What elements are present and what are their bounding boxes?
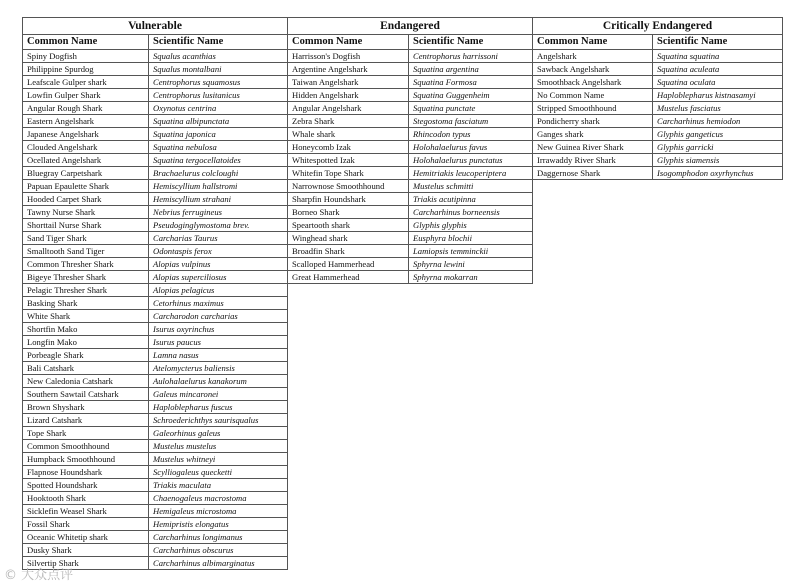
scientific-name-cell: Glyphis glyphis [409, 219, 533, 232]
endangered-table [287, 17, 533, 284]
scientific-name-cell: Squatina tergocellatoides [149, 154, 288, 167]
common-name-cell: Whale shark [288, 128, 409, 141]
common-name-cell: Porbeagle Shark [23, 349, 149, 362]
common-name-cell: Sicklefin Weasel Shark [23, 505, 149, 518]
common-name-cell: Common Thresher Shark [23, 258, 149, 271]
table-row [23, 245, 288, 258]
common-name-cell: Borneo Shark [288, 206, 409, 219]
scientific-name-cell: Holohalaelurus punctatus [409, 154, 533, 167]
common-name-cell: Hidden Angelshark [288, 89, 409, 102]
common-name-cell: Lizard Catshark [23, 414, 149, 427]
common-name-cell: Oceanic Whitetip shark [23, 531, 149, 544]
scientific-name-header: Scientific Name [149, 35, 288, 50]
scientific-name-cell: Haploblepharus kistnasamyi [653, 89, 783, 102]
common-name-cell: Shortfin Mako [23, 323, 149, 336]
table-row [533, 154, 783, 167]
table-row [23, 349, 288, 362]
scientific-name-cell: Triakis acutipinna [409, 193, 533, 206]
table-row [23, 50, 288, 63]
scientific-name-cell: Squalus acanthias [149, 50, 288, 63]
common-name-cell: Bigeye Thresher Shark [23, 271, 149, 284]
table-row [23, 479, 288, 492]
scientific-name-cell: Squatina Formosa [409, 76, 533, 89]
common-name-cell: Bali Catshark [23, 362, 149, 375]
scientific-name-cell: Alopias superciliosus [149, 271, 288, 284]
common-name-cell: Southern Sawtail Catshark [23, 388, 149, 401]
scientific-name-cell: Carcharodon carcharias [149, 310, 288, 323]
table-row [288, 128, 533, 141]
common-name-cell: Harrisson's Dogfish [288, 50, 409, 63]
table-row [23, 310, 288, 323]
table-row [288, 154, 533, 167]
scientific-name-cell: Chaenogaleus macrostoma [149, 492, 288, 505]
table-row [288, 180, 533, 193]
common-name-cell: Leafscale Gulper shark [23, 76, 149, 89]
common-name-cell: Whitefin Tope Shark [288, 167, 409, 180]
table-row [23, 544, 288, 557]
table-row [23, 258, 288, 271]
table-row [288, 206, 533, 219]
common-name-cell: Spiny Dogfish [23, 50, 149, 63]
table-row [23, 427, 288, 440]
common-name-cell: Great Hammerhead [288, 271, 409, 284]
table-row [288, 89, 533, 102]
scientific-name-cell: Rhincodon typus [409, 128, 533, 141]
scientific-name-cell: Squatina punctate [409, 102, 533, 115]
common-name-header: Common Name [288, 35, 409, 50]
table-row [23, 180, 288, 193]
scientific-name-cell: Galeorhinus galeus [149, 427, 288, 440]
common-name-cell: Basking Shark [23, 297, 149, 310]
table-row [23, 518, 288, 531]
scientific-name-cell: Hemiscyllium hallstromi [149, 180, 288, 193]
table-row [533, 50, 783, 63]
common-name-cell: Irrawaddy River Shark [533, 154, 653, 167]
table-row [288, 232, 533, 245]
table-row [288, 115, 533, 128]
common-name-cell: Angular Rough Shark [23, 102, 149, 115]
table-row [23, 440, 288, 453]
table-row [533, 102, 783, 115]
scientific-name-cell: Glyphis gangeticus [653, 128, 783, 141]
scientific-name-cell: Mustelus mustelus [149, 440, 288, 453]
scientific-name-cell: Isurus oxyrinchus [149, 323, 288, 336]
table-row [23, 271, 288, 284]
scientific-name-cell: Glyphis garricki [653, 141, 783, 154]
scientific-name-cell: Isurus paucus [149, 336, 288, 349]
scientific-name-cell: Mustelus fasciatus [653, 102, 783, 115]
scientific-name-cell: Lamiopsis temminckii [409, 245, 533, 258]
scientific-name-cell: Holohalaelurus favus [409, 141, 533, 154]
common-name-cell: Ocellated Angelshark [23, 154, 149, 167]
table-row [23, 284, 288, 297]
table-row [23, 492, 288, 505]
scientific-name-header: Scientific Name [409, 35, 533, 50]
scientific-name-cell: Sphyrna mokarran [409, 271, 533, 284]
table-title: Endangered [288, 18, 533, 35]
common-name-cell: Papuan Epaulette Shark [23, 180, 149, 193]
table-row [23, 102, 288, 115]
table-row [23, 76, 288, 89]
table-row [23, 206, 288, 219]
common-name-cell: Stripped Smoothhound [533, 102, 653, 115]
table-row [288, 141, 533, 154]
table-row [533, 128, 783, 141]
table-row [23, 193, 288, 206]
scientific-name-cell: Sphyrna lewini [409, 258, 533, 271]
table-row [23, 297, 288, 310]
common-name-cell: No Common Name [533, 89, 653, 102]
common-name-cell: Longfin Mako [23, 336, 149, 349]
table-row [23, 115, 288, 128]
table-row [23, 128, 288, 141]
table-row [23, 414, 288, 427]
common-name-header: Common Name [23, 35, 149, 50]
scientific-name-cell: Lamna nasus [149, 349, 288, 362]
critically-endangered-table [532, 17, 783, 180]
scientific-name-cell: Glyphis siamensis [653, 154, 783, 167]
common-name-cell: Fossil Shark [23, 518, 149, 531]
scientific-name-cell: Scylliogaleus quecketti [149, 466, 288, 479]
table-row [23, 362, 288, 375]
scientific-name-cell: Brachaelurus colcloughi [149, 167, 288, 180]
table-row [288, 76, 533, 89]
scientific-name-cell: Squatina nebulosa [149, 141, 288, 154]
scientific-name-cell: Nebrius ferrugineus [149, 206, 288, 219]
scientific-name-cell: Squatina Guggenheim [409, 89, 533, 102]
table-row [288, 167, 533, 180]
common-name-cell: Tope Shark [23, 427, 149, 440]
common-name-cell: Bluegray Carpetshark [23, 167, 149, 180]
common-name-cell: Sharpfin Houndshark [288, 193, 409, 206]
table-row [23, 505, 288, 518]
scientific-name-cell: Triakis maculata [149, 479, 288, 492]
common-name-cell: Smoothback Angelshark [533, 76, 653, 89]
scientific-name-cell: Mustelus whitneyi [149, 453, 288, 466]
scientific-name-cell: Pseudoginglymostoma brev. [149, 219, 288, 232]
common-name-cell: Flapnose Houndshark [23, 466, 149, 479]
scientific-name-cell: Carcharhinus longimanus [149, 531, 288, 544]
common-name-cell: Angelshark [533, 50, 653, 63]
table-row [23, 89, 288, 102]
common-name-cell: Ganges shark [533, 128, 653, 141]
scientific-name-cell: Stegostoma fasciatum [409, 115, 533, 128]
table-row [23, 453, 288, 466]
scientific-name-cell: Centrophorus squamosus [149, 76, 288, 89]
common-name-cell: Tawny Nurse Shark [23, 206, 149, 219]
scientific-name-cell: Carcharhinus albimarginatus [149, 557, 288, 570]
common-name-cell: Hooded Carpet Shark [23, 193, 149, 206]
scientific-name-cell: Squatina argentina [409, 63, 533, 76]
table-row [23, 336, 288, 349]
table-row [288, 219, 533, 232]
common-name-cell: Philippine Spurdog [23, 63, 149, 76]
scientific-name-cell: Cetorhinus maximus [149, 297, 288, 310]
common-name-cell: Pondicherry shark [533, 115, 653, 128]
table-row [23, 63, 288, 76]
scientific-name-cell: Oxynotus centrina [149, 102, 288, 115]
table-row [288, 50, 533, 63]
vulnerable-table [22, 17, 288, 570]
table-row [23, 466, 288, 479]
table-row [288, 245, 533, 258]
common-name-cell: Clouded Angelshark [23, 141, 149, 154]
scientific-name-cell: Carcharhinus obscurus [149, 544, 288, 557]
scientific-name-cell: Hemitriakis leucoperiptera [409, 167, 533, 180]
watermark: © 大众点评 [4, 568, 74, 583]
scientific-name-cell: Eusphyra blochii [409, 232, 533, 245]
common-name-cell: Sawback Angelshark [533, 63, 653, 76]
table-row [23, 375, 288, 388]
common-name-cell: Winghead shark [288, 232, 409, 245]
common-name-cell: Humpback Smoothhound [23, 453, 149, 466]
table-row [288, 271, 533, 284]
common-name-cell: Argentine Angelshark [288, 63, 409, 76]
table-row [533, 115, 783, 128]
common-name-cell: Spotted Houndshark [23, 479, 149, 492]
common-name-cell: Daggernose Shark [533, 167, 653, 180]
common-name-cell: Speartooth shark [288, 219, 409, 232]
common-name-cell: Whitespotted Izak [288, 154, 409, 167]
scientific-name-cell: Squalus montalbani [149, 63, 288, 76]
scientific-name-cell: Centrophorus harrissoni [409, 50, 533, 63]
common-name-cell: Lowfin Gulper Shark [23, 89, 149, 102]
table-row [23, 531, 288, 544]
common-name-cell: Narrownose Smoothhound [288, 180, 409, 193]
scientific-name-cell: Hemipristis elongatus [149, 518, 288, 531]
scientific-name-cell: Alopias pelagicus [149, 284, 288, 297]
scientific-name-cell: Squatina oculata [653, 76, 783, 89]
scientific-name-cell: Centrophorus lusitanicus [149, 89, 288, 102]
table-row [23, 167, 288, 180]
common-name-cell: Taiwan Angelshark [288, 76, 409, 89]
common-name-cell: New Guinea River Shark [533, 141, 653, 154]
table-row [533, 76, 783, 89]
table-row [533, 167, 783, 180]
common-name-cell: Angular Angelshark [288, 102, 409, 115]
common-name-cell: Shorttail Nurse Shark [23, 219, 149, 232]
scientific-name-cell: Squatina japonica [149, 128, 288, 141]
common-name-cell: Broadfin Shark [288, 245, 409, 258]
scientific-name-cell: Haploblepharus fuscus [149, 401, 288, 414]
table-row [23, 323, 288, 336]
table-row [288, 193, 533, 206]
common-name-cell: Pelagic Thresher Shark [23, 284, 149, 297]
common-name-cell: Smalltooth Sand Tiger [23, 245, 149, 258]
table-row [533, 63, 783, 76]
common-name-cell: Eastern Angelshark [23, 115, 149, 128]
common-name-cell: Common Smoothhound [23, 440, 149, 453]
table-row [288, 63, 533, 76]
scientific-name-cell: Hemigaleus microstoma [149, 505, 288, 518]
common-name-cell: Dusky Shark [23, 544, 149, 557]
table-row [23, 401, 288, 414]
table-title: Vulnerable [23, 18, 288, 35]
table-row [288, 102, 533, 115]
common-name-cell: Sand Tiger Shark [23, 232, 149, 245]
scientific-name-cell: Alopias vulpinus [149, 258, 288, 271]
scientific-name-cell: Galeus mincaronei [149, 388, 288, 401]
scientific-name-cell: Aulohalaelurus kanakorum [149, 375, 288, 388]
scientific-name-cell: Squatina squatina [653, 50, 783, 63]
table-row [533, 141, 783, 154]
scientific-name-cell: Squatina aculeata [653, 63, 783, 76]
common-name-cell: Zebra Shark [288, 115, 409, 128]
common-name-cell: Scalloped Hammerhead [288, 258, 409, 271]
common-name-cell: Hooktooth Shark [23, 492, 149, 505]
common-name-cell: Honeycomb Izak [288, 141, 409, 154]
scientific-name-cell: Mustelus schmitti [409, 180, 533, 193]
common-name-cell: Brown Shyshark [23, 401, 149, 414]
table-row [23, 388, 288, 401]
common-name-cell: New Caledonia Catshark [23, 375, 149, 388]
scientific-name-cell: Squatina albipunctata [149, 115, 288, 128]
table-row [23, 154, 288, 167]
table-row [23, 232, 288, 245]
table-row [23, 141, 288, 154]
scientific-name-header: Scientific Name [653, 35, 783, 50]
scientific-name-cell: Schroederichthys saurisqualus [149, 414, 288, 427]
common-name-cell: Silvertip Shark [23, 557, 149, 570]
table-row [23, 219, 288, 232]
scientific-name-cell: Carcharhinus hemiodon [653, 115, 783, 128]
table-title: Critically Endangered [533, 18, 783, 35]
scientific-name-cell: Isogomphodon oxyrhynchus [653, 167, 783, 180]
scientific-name-cell: Carcharhinus borneensis [409, 206, 533, 219]
scientific-name-cell: Odontaspis ferox [149, 245, 288, 258]
scientific-name-cell: Carcharias Taurus [149, 232, 288, 245]
scientific-name-cell: Hemiscyllium strahani [149, 193, 288, 206]
table-row [288, 258, 533, 271]
common-name-cell: White Shark [23, 310, 149, 323]
common-name-header: Common Name [533, 35, 653, 50]
common-name-cell: Japanese Angelshark [23, 128, 149, 141]
table-row [533, 89, 783, 102]
scientific-name-cell: Atelomycterus baliensis [149, 362, 288, 375]
